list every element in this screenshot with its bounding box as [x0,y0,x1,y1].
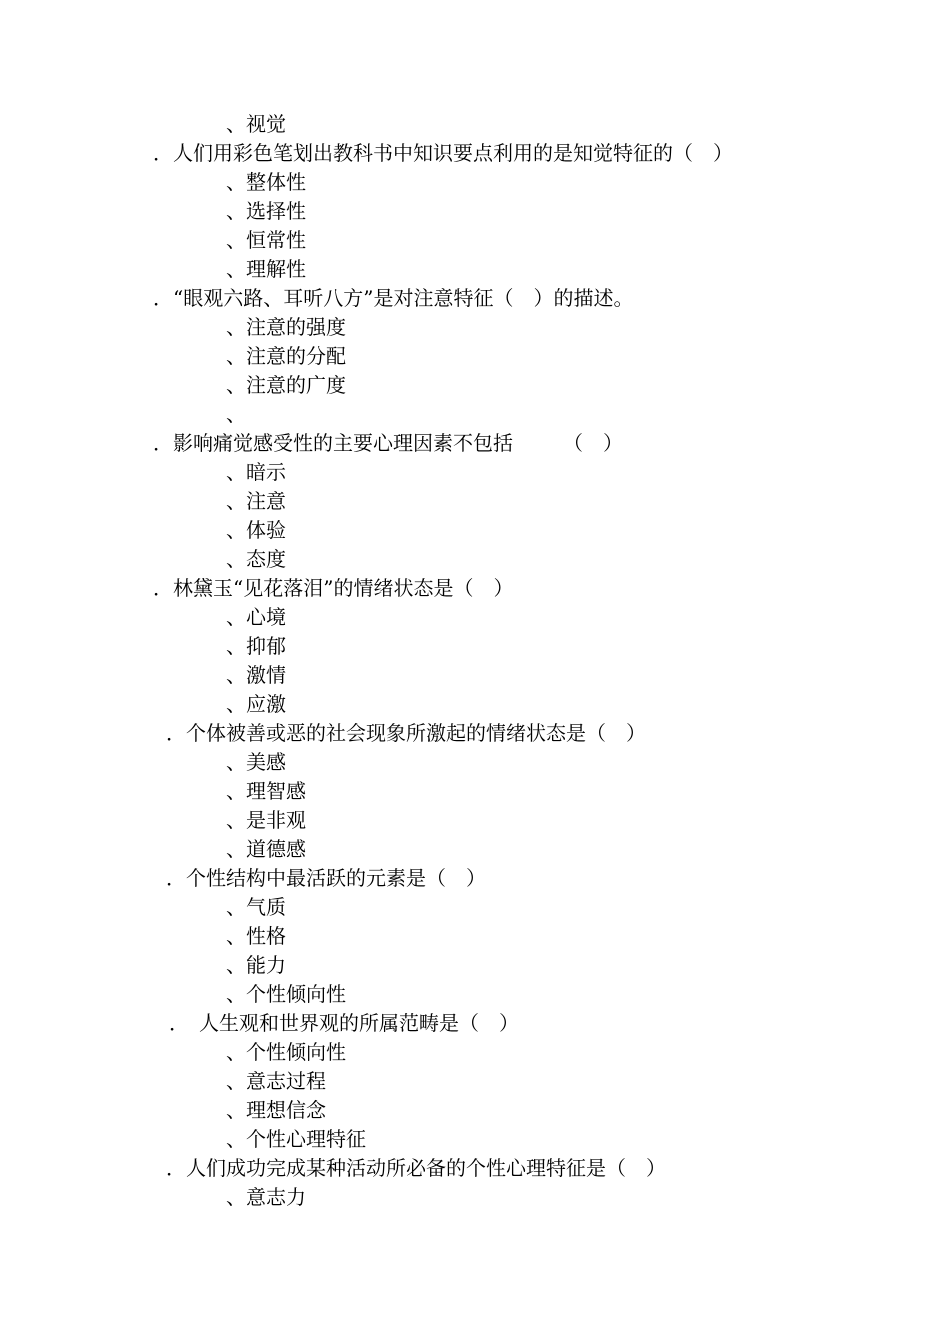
option-line: 、道德感 [226,837,306,861]
question-line: ． 人生观和世界观的所属范畴是（ ） [169,1011,519,1035]
option-line: 、个性倾向性 [226,982,346,1006]
option-line: 、注意的分配 [226,344,346,368]
question-line: ．人们成功完成某种活动所必备的个性心理特征是（ ） [166,1156,666,1180]
option-line: 、注意的强度 [226,315,346,339]
option-line: 、性格 [226,924,286,948]
option-line: 、理智感 [226,779,306,803]
option-line: 、视觉 [226,112,286,136]
question-line: ．影响痛觉感受性的主要心理因素不包括 （ ） [153,431,623,455]
option-line: 、能力 [226,953,286,977]
option-line: 、体验 [226,518,286,542]
option-line: 、选择性 [226,199,306,223]
question-line: ．林黛玉“见花落泪”的情绪状态是（ ） [153,576,514,600]
option-line: 、个性倾向性 [226,1040,346,1064]
option-line: 、抑郁 [226,634,286,658]
option-line: 、个性心理特征 [226,1127,366,1151]
option-line: 、意志力 [226,1185,306,1209]
question-line: ．“眼观六路、耳听八方”是对注意特征（ ）的描述。 [153,286,634,310]
option-line: 、意志过程 [226,1069,326,1093]
option-line: 、恒常性 [226,228,306,252]
option-line: 、理解性 [226,257,306,281]
option-line: 、态度 [226,547,286,571]
option-line: 、应激 [226,692,286,716]
option-line: 、注意的广度 [226,373,346,397]
option-line: 、气质 [226,895,286,919]
option-line: 、理想信念 [226,1098,326,1122]
option-line: 、是非观 [226,808,306,832]
option-line: 、 [226,402,246,426]
option-line: 、注意 [226,489,286,513]
option-line: 、暗示 [226,460,286,484]
question-line: ．人们用彩色笔划出教科书中知识要点利用的是知觉特征的（ ） [153,141,733,165]
question-line: ．个体被善或恶的社会现象所激起的情绪状态是（ ） [166,721,646,745]
option-line: 、心境 [226,605,286,629]
option-line: 、整体性 [226,170,306,194]
question-line: ．个性结构中最活跃的元素是（ ） [166,866,486,890]
option-line: 、激情 [226,663,286,687]
option-line: 、美感 [226,750,286,774]
